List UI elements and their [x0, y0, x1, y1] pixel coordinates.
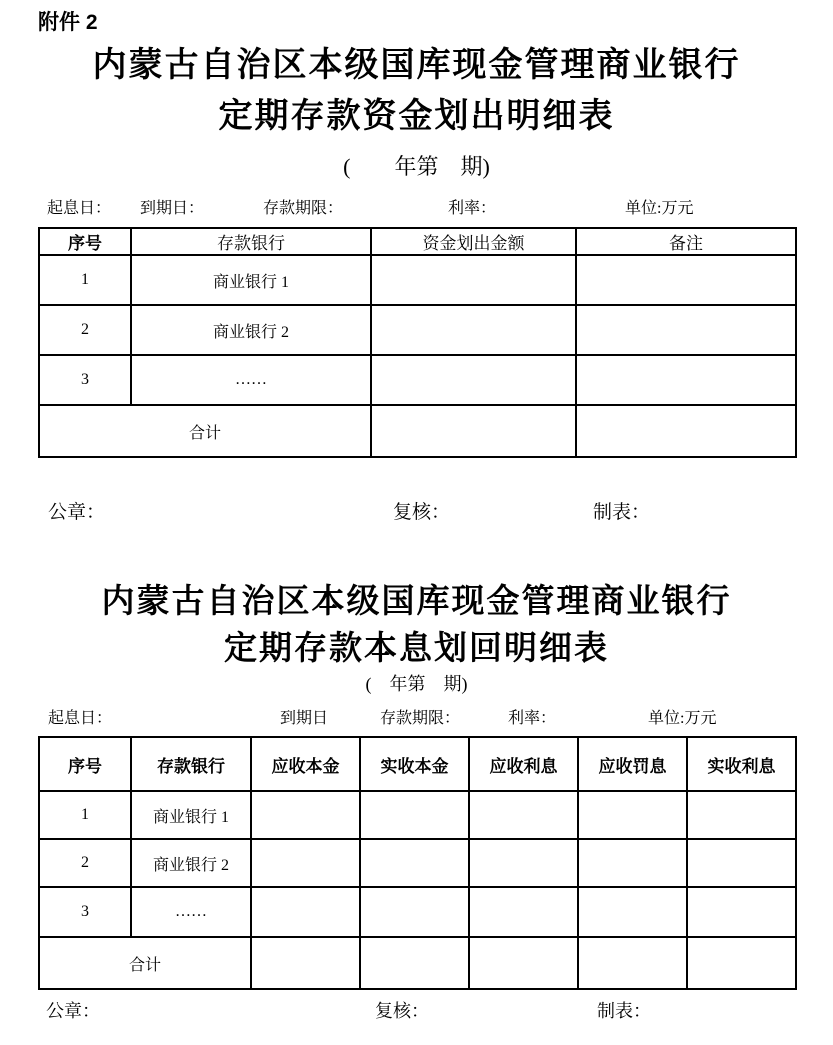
- interest-due-cell: [469, 839, 578, 887]
- section2-title-line1: 内蒙古自治区本级国库现金管理商业银行: [101, 582, 732, 619]
- table-row: [39, 305, 796, 355]
- table-row: [39, 839, 796, 887]
- col-header-serial: 序号: [39, 228, 131, 255]
- col-header-interest-received: 实收利息: [687, 737, 796, 791]
- col-header-principal-due: 应收本金: [251, 737, 360, 791]
- serial-cell: 2: [39, 305, 131, 355]
- col-header-note: 备注: [576, 228, 796, 255]
- penalty-due-cell: [578, 937, 687, 989]
- serial-cell: 1: [39, 255, 131, 305]
- amount-cell: [371, 305, 576, 355]
- serial-cell: 2: [39, 839, 131, 887]
- table-row: [39, 355, 796, 405]
- section1-term-label: 存款期限：: [263, 200, 344, 217]
- section1-meta-row: [0, 195, 833, 217]
- principal-received-cell: [360, 887, 469, 937]
- section1-title-line2: 定期存款资金划出明细表: [218, 97, 615, 135]
- total-row: [39, 937, 796, 989]
- section2-footer: [0, 997, 833, 1019]
- bank-cell: 商业银行 2: [131, 839, 251, 887]
- interest-received-cell: [687, 887, 796, 937]
- review-label: 复核：: [375, 1001, 429, 1021]
- bank-cell: 商业银行 1: [131, 255, 371, 305]
- transfer-out-table: [38, 227, 797, 458]
- penalty-due-cell: [578, 839, 687, 887]
- return-table-header-row: [39, 737, 796, 791]
- col-header-principal-received: 实收本金: [360, 737, 469, 791]
- serial-cell: 1: [39, 791, 131, 839]
- total-label-cell: 合计: [39, 937, 251, 989]
- table-row: [39, 255, 796, 305]
- bank-cell: ……: [131, 887, 251, 937]
- section2-rate-label: 利率：: [508, 710, 557, 727]
- transfer-out-header-row: [39, 228, 796, 255]
- table-row: [39, 887, 796, 937]
- principal-due-cell: [251, 937, 360, 989]
- note-cell: [576, 255, 796, 305]
- table-row: [39, 791, 796, 839]
- section2-maturity-date-label: 到期日: [280, 710, 329, 727]
- col-header-penalty-due: 应收罚息: [578, 737, 687, 791]
- prepared-label: 制表：: [597, 1001, 651, 1021]
- principal-due-cell: [251, 887, 360, 937]
- bank-cell: 商业银行 1: [131, 791, 251, 839]
- interest-received-cell: [687, 791, 796, 839]
- note-cell: [576, 305, 796, 355]
- amount-cell: [371, 355, 576, 405]
- serial-cell: 3: [39, 887, 131, 937]
- section1-unit-label: 单位:万元: [625, 200, 694, 217]
- attachment-label: 附件 2: [38, 11, 98, 34]
- penalty-due-cell: [578, 887, 687, 937]
- principal-received-cell: [360, 791, 469, 839]
- seal-label: 公章：: [46, 1001, 100, 1021]
- bank-cell: 商业银行 2: [131, 305, 371, 355]
- section2-title: [0, 577, 833, 671]
- total-row: [39, 405, 796, 457]
- section1-maturity-date-label: 到期日：: [140, 200, 205, 217]
- prepared-label: 制表：: [593, 502, 651, 523]
- section2-meta-row: [0, 705, 833, 727]
- interest-due-cell: [469, 791, 578, 839]
- section2-unit-label: 单位:万元: [648, 710, 717, 727]
- section2-period-line: ( 年第 期): [365, 674, 468, 694]
- principal-interest-return-table: [38, 736, 797, 990]
- section1-start-date-label: 起息日：: [47, 200, 112, 217]
- principal-due-cell: [251, 791, 360, 839]
- col-header-interest-due: 应收利息: [469, 737, 578, 791]
- note-cell: [576, 355, 796, 405]
- penalty-due-cell: [578, 791, 687, 839]
- total-label-cell: 合计: [39, 405, 371, 457]
- section1-title: [0, 40, 833, 142]
- interest-received-cell: [687, 839, 796, 887]
- serial-cell: 3: [39, 355, 131, 405]
- amount-cell: [371, 255, 576, 305]
- amount-cell: [371, 405, 576, 457]
- bank-cell: ……: [131, 355, 371, 405]
- col-header-bank: 存款银行: [131, 737, 251, 791]
- section2-title-line2: 定期存款本息划回明细表: [224, 629, 609, 666]
- note-cell: [576, 405, 796, 457]
- col-header-amount: 资金划出金额: [371, 228, 576, 255]
- principal-received-cell: [360, 937, 469, 989]
- section1-footer: [0, 497, 833, 523]
- section2-term-label: 存款期限：: [380, 710, 461, 727]
- section1-title-line1: 内蒙古自治区本级国库现金管理商业银行: [92, 46, 741, 84]
- principal-due-cell: [251, 839, 360, 887]
- section1-rate-label: 利率：: [448, 200, 497, 217]
- principal-received-cell: [360, 839, 469, 887]
- interest-received-cell: [687, 937, 796, 989]
- section1-period-line: ( 年第 期): [343, 154, 490, 179]
- interest-due-cell: [469, 937, 578, 989]
- seal-label: 公章：: [48, 502, 106, 523]
- col-header-serial: 序号: [39, 737, 131, 791]
- interest-due-cell: [469, 887, 578, 937]
- col-header-bank: 存款银行: [131, 228, 371, 255]
- section2-start-date-label: 起息日：: [48, 710, 113, 727]
- review-label: 复核：: [393, 502, 451, 523]
